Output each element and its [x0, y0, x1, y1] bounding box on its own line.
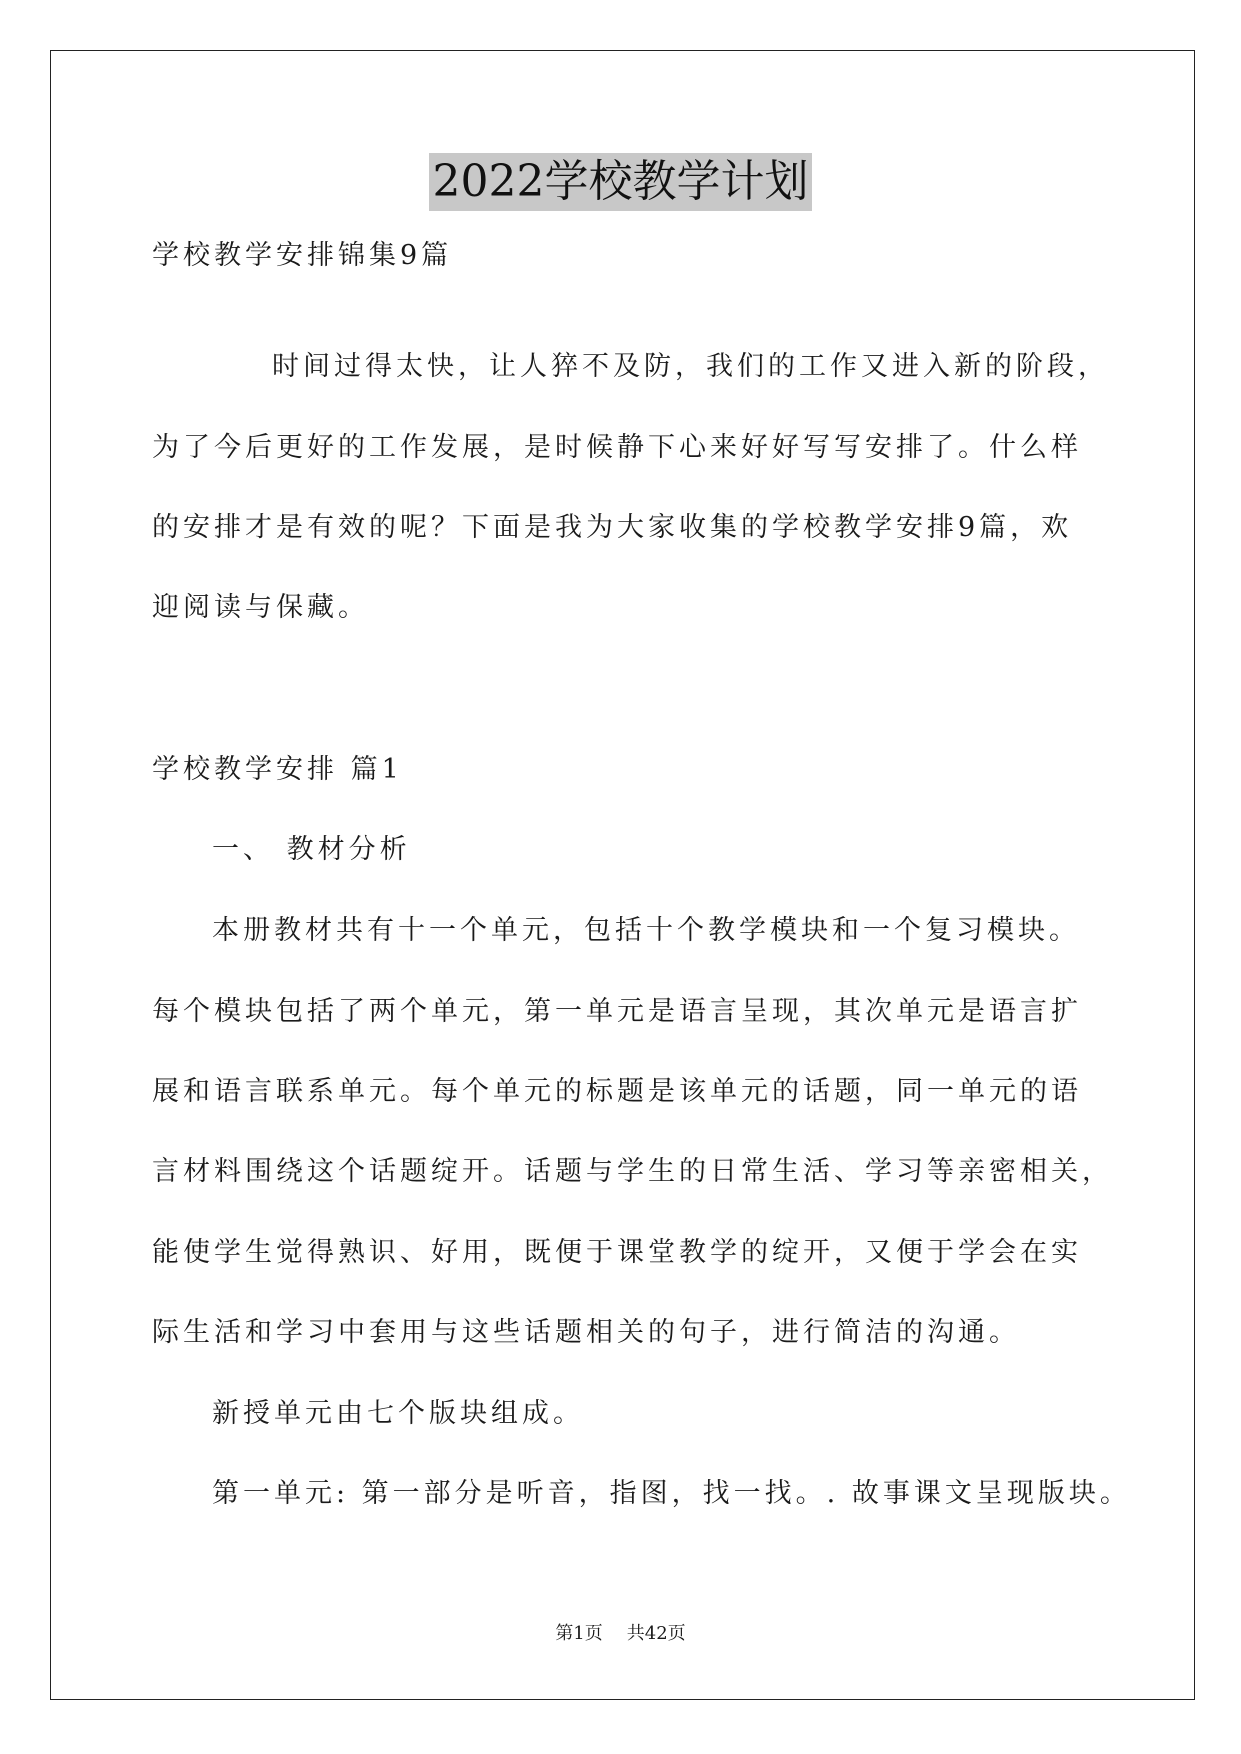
- title-container: [0, 153, 1241, 211]
- body-line: 每个模块包括了两个单元，第一单元是语言呈现，其次单元是语言扩: [152, 996, 1082, 1027]
- page-border: [50, 50, 1195, 1700]
- page-number: 第1页: [555, 1623, 603, 1644]
- subheading: 一、 教材分析: [212, 834, 411, 865]
- section-heading: 学校教学安排 篇1: [152, 754, 403, 785]
- intro-line: 时间过得太快，让人猝不及防，我们的工作又进入新的阶段，: [272, 351, 1109, 382]
- paragraph: 新授单元由七个版块组成。: [212, 1398, 584, 1429]
- intro-line: 为了今后更好的工作发展，是时候静下心来好好写写安排了。什么样: [152, 432, 1082, 463]
- body-line: 本册教材共有十一个单元，包括十个教学模块和一个复习模块。: [212, 915, 1080, 946]
- intro-line: 迎阅读与保藏。: [152, 592, 369, 623]
- page-footer: [0, 1622, 1241, 1646]
- body-line: 言材料围绕这个话题绽开。话题与学生的日常生活、学习等亲密相关，: [152, 1156, 1113, 1187]
- paragraph: 第一单元: 第一部分是听音，指图，找一找。. 故事课文呈现版块。: [212, 1478, 1131, 1509]
- body-line: 际生活和学习中套用与这些话题相关的句子，进行简洁的沟通。: [152, 1317, 1020, 1348]
- body-line: 能使学生觉得熟识、好用，既便于课堂教学的绽开，又便于学会在实: [152, 1237, 1082, 1268]
- page-total: 共42页: [626, 1623, 686, 1644]
- body-line: 展和语言联系单元。每个单元的标题是该单元的话题，同一单元的语: [152, 1076, 1082, 1107]
- intro-line: 的安排才是有效的呢？下面是我为大家收集的学校教学安排9篇，欢: [152, 512, 1073, 543]
- document-title: 2022学校教学计划: [429, 153, 813, 211]
- subtitle: 学校教学安排锦集9篇: [152, 240, 453, 271]
